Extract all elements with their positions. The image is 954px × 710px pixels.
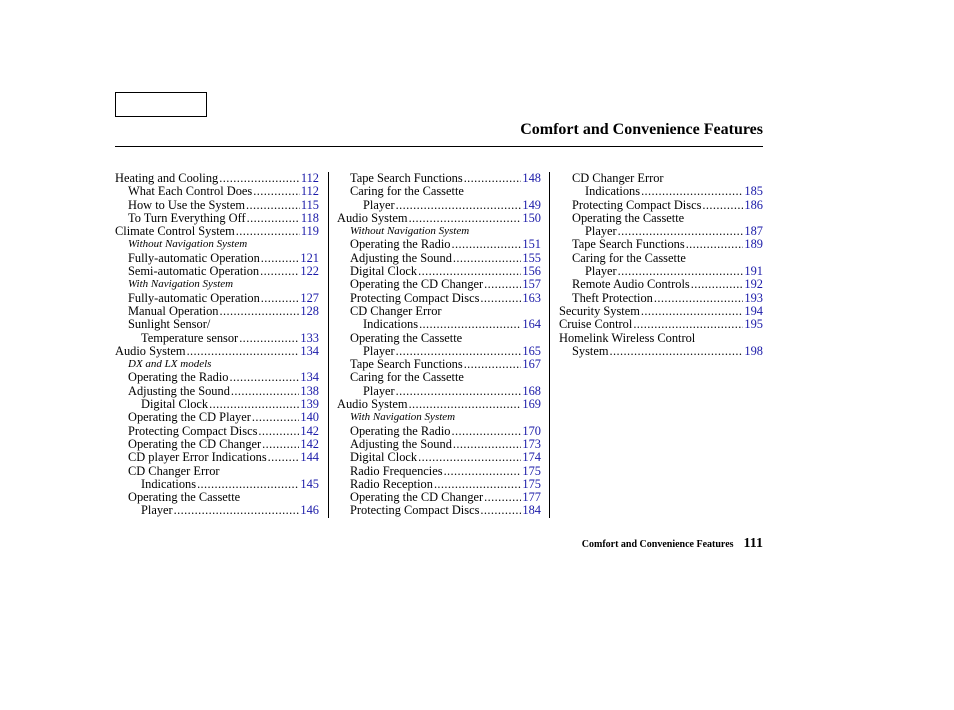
toc-page-link[interactable]: 148 bbox=[522, 172, 541, 185]
toc-entry-label: DX and LX models bbox=[128, 358, 212, 371]
dot-leader bbox=[418, 265, 521, 278]
toc-page-link[interactable]: 187 bbox=[744, 225, 763, 239]
dot-leader bbox=[618, 225, 744, 238]
toc-entry[interactable] bbox=[337, 292, 541, 305]
column-divider bbox=[549, 172, 550, 518]
toc-entry-label: Player bbox=[585, 265, 617, 279]
toc-entry[interactable] bbox=[115, 438, 319, 451]
dot-leader bbox=[464, 358, 522, 371]
toc-page-link[interactable]: 142 bbox=[300, 424, 319, 438]
toc-entry-label: System bbox=[572, 344, 609, 358]
toc-entry-label: Without Navigation System bbox=[350, 225, 470, 238]
toc-entry-label: Fully-automatic Operation bbox=[128, 291, 260, 305]
toc-page-link[interactable]: 169 bbox=[522, 398, 541, 412]
toc-page-link[interactable]: 191 bbox=[744, 265, 763, 279]
toc-entry[interactable] bbox=[337, 451, 541, 464]
dot-leader bbox=[702, 199, 743, 212]
toc-entry-label: Adjusting the Sound bbox=[350, 437, 452, 451]
toc-page-link[interactable]: 155 bbox=[522, 251, 541, 265]
toc-entry-label: Digital Clock bbox=[350, 265, 418, 279]
toc-entry-label: Sunlight Sensor/ bbox=[128, 318, 211, 332]
toc-entry[interactable] bbox=[559, 318, 763, 331]
toc-entry-label: Manual Operation bbox=[128, 304, 219, 318]
toc-page-link[interactable]: 128 bbox=[300, 304, 319, 318]
toc-page-link[interactable]: 192 bbox=[744, 278, 763, 292]
toc-page-link[interactable]: 134 bbox=[300, 344, 319, 358]
dot-leader bbox=[484, 278, 521, 291]
toc-page-link[interactable]: 175 bbox=[522, 464, 541, 478]
toc-entry[interactable] bbox=[337, 398, 541, 411]
toc-page-link[interactable]: 151 bbox=[522, 238, 541, 252]
toc-entry[interactable] bbox=[337, 199, 541, 212]
toc-entry[interactable] bbox=[337, 478, 541, 491]
dot-leader bbox=[451, 238, 521, 251]
toc-entry-label: To Turn Everything Off bbox=[128, 211, 246, 225]
toc-page-link[interactable]: 167 bbox=[522, 358, 541, 372]
dot-leader bbox=[480, 292, 521, 305]
toc-entry[interactable] bbox=[115, 478, 319, 491]
toc-entry-label: Tape Search Functions bbox=[572, 238, 685, 252]
toc-entry-label: CD Changer Error bbox=[572, 172, 664, 185]
dot-leader bbox=[641, 305, 744, 318]
toc-entry-label: Operating the CD Player bbox=[128, 411, 251, 425]
toc-entry-label: Radio Reception bbox=[350, 477, 433, 491]
toc-entry-label: Operating the Cassette bbox=[350, 331, 463, 345]
toc-entry-label: Homelink Wireless Control bbox=[559, 331, 696, 345]
toc-entry-label: Audio System bbox=[337, 398, 408, 412]
dot-leader bbox=[434, 478, 521, 491]
toc-entry[interactable] bbox=[115, 345, 319, 358]
toc-entry-label: CD Changer Error bbox=[128, 464, 220, 478]
dot-leader bbox=[654, 292, 744, 305]
column-divider bbox=[328, 172, 329, 518]
header-tab-box bbox=[115, 92, 207, 117]
toc-page-link[interactable]: 115 bbox=[300, 198, 319, 212]
toc-entry-label: Tape Search Functions bbox=[350, 172, 463, 185]
toc-entry-label: Protecting Compact Discs bbox=[572, 198, 702, 212]
toc-entry-label: Without Navigation System bbox=[128, 238, 248, 251]
toc-entry-label: Player bbox=[363, 198, 395, 212]
toc-entry-label: Theft Protection bbox=[572, 291, 653, 305]
toc-entry-label: Indications bbox=[585, 185, 641, 199]
toc-entry[interactable] bbox=[559, 238, 763, 251]
toc-page-link[interactable]: 145 bbox=[300, 477, 319, 491]
toc-page-link[interactable]: 149 bbox=[522, 198, 541, 212]
toc-entry[interactable] bbox=[115, 199, 319, 212]
toc-entry-label: Protecting Compact Discs bbox=[128, 424, 258, 438]
toc-entry[interactable] bbox=[337, 491, 541, 504]
toc-page-link[interactable]: 184 bbox=[522, 504, 541, 518]
toc-entry[interactable] bbox=[559, 345, 763, 358]
footer-section-label: Comfort and Convenience Features bbox=[581, 539, 734, 550]
toc-entry[interactable] bbox=[115, 504, 319, 517]
toc-subheading bbox=[337, 411, 541, 424]
toc-entry-label: Operating the Cassette bbox=[128, 491, 241, 505]
toc-entry[interactable] bbox=[115, 185, 319, 198]
toc-page-link[interactable]: 198 bbox=[744, 344, 763, 358]
toc-entry bbox=[337, 371, 541, 384]
toc-page-link[interactable]: 112 bbox=[300, 185, 319, 199]
dot-leader bbox=[451, 425, 521, 438]
toc-page-link[interactable]: 165 bbox=[522, 344, 541, 358]
toc-page-link[interactable]: 173 bbox=[522, 437, 541, 451]
dot-leader bbox=[686, 238, 744, 251]
toc-entry[interactable] bbox=[115, 225, 319, 238]
toc-entry[interactable] bbox=[115, 425, 319, 438]
toc-entry[interactable] bbox=[337, 425, 541, 438]
toc-entry-label: Semi-automatic Operation bbox=[128, 265, 260, 279]
toc-entry[interactable] bbox=[559, 225, 763, 238]
toc-entry-label: Player bbox=[363, 344, 395, 358]
toc-entry[interactable] bbox=[337, 212, 541, 225]
toc-page-link[interactable]: 138 bbox=[300, 384, 319, 398]
toc-entry-label: Player bbox=[363, 384, 395, 398]
toc-page-link[interactable]: 174 bbox=[522, 451, 541, 465]
toc-page-link[interactable]: 175 bbox=[522, 477, 541, 491]
toc-page-link[interactable]: 163 bbox=[522, 291, 541, 305]
dot-leader bbox=[262, 438, 299, 451]
toc-entry-label: Indications bbox=[363, 318, 419, 332]
toc-page-link[interactable]: 157 bbox=[522, 278, 541, 292]
toc-subheading bbox=[115, 358, 319, 371]
toc-entry[interactable] bbox=[559, 278, 763, 291]
toc-entry[interactable] bbox=[115, 332, 319, 345]
toc-entry[interactable] bbox=[115, 305, 319, 318]
dot-leader bbox=[261, 292, 300, 305]
dot-leader bbox=[253, 185, 300, 198]
toc-entry[interactable] bbox=[337, 504, 541, 517]
toc-entry-label: Radio Frequencies bbox=[350, 464, 443, 478]
toc-entry[interactable] bbox=[559, 305, 763, 318]
toc-entry-label: Operating the CD Changer bbox=[350, 491, 484, 505]
toc-entry-label: Caring for the Cassette bbox=[350, 185, 464, 199]
dot-leader bbox=[220, 305, 300, 318]
toc-entry[interactable] bbox=[559, 199, 763, 212]
toc-entry-label: Cruise Control bbox=[559, 318, 633, 332]
toc-entry-label: Climate Control System bbox=[115, 225, 235, 239]
toc-page-link[interactable]: 189 bbox=[744, 238, 763, 252]
toc-column-2 bbox=[337, 172, 541, 518]
toc-page-link[interactable]: 170 bbox=[522, 424, 541, 438]
dot-leader bbox=[480, 504, 521, 517]
toc-entry-label: Protecting Compact Discs bbox=[350, 291, 480, 305]
toc-entry-label: Indications bbox=[141, 477, 197, 491]
dot-leader bbox=[396, 345, 522, 358]
toc-entry-label: How to Use the System bbox=[128, 198, 246, 212]
toc-entry[interactable] bbox=[337, 358, 541, 371]
toc-entry-label: Security System bbox=[559, 304, 640, 318]
toc-entry-label: Caring for the Cassette bbox=[572, 251, 686, 265]
toc-entry[interactable] bbox=[115, 385, 319, 398]
dot-leader bbox=[247, 212, 300, 225]
toc-column-3 bbox=[559, 172, 763, 358]
toc-entry[interactable] bbox=[337, 265, 541, 278]
toc-entry-label: Adjusting the Sound bbox=[128, 384, 230, 398]
dot-leader bbox=[396, 199, 522, 212]
dot-leader bbox=[610, 345, 744, 358]
dot-leader bbox=[419, 318, 521, 331]
toc-page-link[interactable]: 164 bbox=[522, 318, 541, 332]
toc-entry[interactable] bbox=[115, 411, 319, 424]
dot-leader bbox=[252, 411, 300, 424]
dot-leader bbox=[618, 265, 744, 278]
dot-leader bbox=[418, 451, 521, 464]
toc-entry-label: What Each Control Does bbox=[128, 185, 253, 199]
toc-entry[interactable] bbox=[115, 265, 319, 278]
toc-page-link[interactable]: 150 bbox=[522, 211, 541, 225]
toc-entry-label: Digital Clock bbox=[350, 451, 418, 465]
dot-leader bbox=[246, 199, 300, 212]
toc-page-link[interactable]: 168 bbox=[522, 384, 541, 398]
toc-entry[interactable] bbox=[337, 278, 541, 291]
toc-page-link[interactable]: 121 bbox=[300, 251, 319, 265]
dot-leader bbox=[239, 332, 299, 345]
toc-page-link[interactable]: 122 bbox=[300, 265, 319, 279]
toc-entry bbox=[559, 172, 763, 185]
dot-leader bbox=[268, 451, 300, 464]
toc-entry[interactable] bbox=[337, 465, 541, 478]
toc-subheading bbox=[337, 225, 541, 238]
toc-column-1 bbox=[115, 172, 319, 518]
toc-subheading bbox=[115, 238, 319, 251]
dot-leader bbox=[187, 345, 300, 358]
toc-subheading bbox=[115, 278, 319, 291]
toc-entry bbox=[559, 252, 763, 265]
dot-leader bbox=[691, 278, 744, 291]
dot-leader bbox=[641, 185, 743, 198]
toc-entry[interactable] bbox=[337, 172, 541, 185]
toc-page-link[interactable]: 185 bbox=[744, 185, 763, 199]
toc-entry[interactable] bbox=[559, 265, 763, 278]
toc-entry[interactable] bbox=[115, 398, 319, 411]
toc-entry[interactable] bbox=[559, 292, 763, 305]
toc-entry bbox=[337, 305, 541, 318]
dot-leader bbox=[453, 252, 522, 265]
dot-leader bbox=[484, 491, 521, 504]
dot-leader bbox=[409, 398, 522, 411]
toc-entry-label: Player bbox=[141, 504, 173, 518]
toc-page-link[interactable]: 156 bbox=[522, 265, 541, 279]
toc-page-link[interactable]: 119 bbox=[300, 225, 319, 239]
toc-entry-label: Caring for the Cassette bbox=[350, 371, 464, 385]
toc-entry[interactable] bbox=[115, 212, 319, 225]
toc-page-link[interactable]: 112 bbox=[300, 172, 319, 185]
toc-page-link[interactable]: 144 bbox=[300, 451, 319, 465]
toc-page-link[interactable]: 139 bbox=[300, 398, 319, 412]
dot-leader bbox=[197, 478, 299, 491]
toc-page-link[interactable]: 177 bbox=[522, 491, 541, 505]
toc-entry[interactable] bbox=[115, 172, 319, 185]
toc-entry[interactable] bbox=[115, 252, 319, 265]
toc-page-link[interactable]: 194 bbox=[744, 304, 763, 318]
toc-entry-label: Operating the Radio bbox=[350, 238, 451, 252]
dot-leader bbox=[409, 212, 522, 225]
toc-entry-label: Protecting Compact Discs bbox=[350, 504, 480, 518]
toc-entry bbox=[559, 212, 763, 225]
title-rule bbox=[115, 146, 763, 147]
dot-leader bbox=[260, 265, 299, 278]
toc-entry[interactable] bbox=[115, 371, 319, 384]
toc-entry bbox=[115, 318, 319, 331]
dot-leader bbox=[444, 465, 522, 478]
dot-leader bbox=[209, 398, 299, 411]
dot-leader bbox=[174, 504, 300, 517]
toc-entry-label: Player bbox=[585, 225, 617, 239]
toc-entry bbox=[337, 332, 541, 345]
dot-leader bbox=[219, 172, 300, 185]
toc-entry-label: With Navigation System bbox=[128, 278, 234, 291]
toc-entry-label: Operating the CD Changer bbox=[128, 437, 262, 451]
dot-leader bbox=[231, 385, 300, 398]
toc-page-link[interactable]: 140 bbox=[300, 411, 319, 425]
toc-entry-label: Heating and Cooling bbox=[115, 172, 219, 185]
dot-leader bbox=[258, 425, 299, 438]
toc-entry-label: With Navigation System bbox=[350, 411, 456, 424]
toc-page-link[interactable]: 142 bbox=[300, 437, 319, 451]
toc-entry-label: Adjusting the Sound bbox=[350, 251, 452, 265]
toc-entry[interactable] bbox=[337, 438, 541, 451]
toc-page-link[interactable]: 186 bbox=[744, 198, 763, 212]
toc-entry[interactable] bbox=[337, 238, 541, 251]
dot-leader bbox=[396, 385, 522, 398]
toc-page-link[interactable]: 127 bbox=[300, 291, 319, 305]
toc-entry-label: Tape Search Functions bbox=[350, 358, 463, 372]
toc-entry[interactable] bbox=[337, 345, 541, 358]
toc-entry-label: Audio System bbox=[337, 211, 408, 225]
toc-entry[interactable] bbox=[115, 292, 319, 305]
toc-entry bbox=[115, 491, 319, 504]
dot-leader bbox=[229, 371, 299, 384]
toc-entry-label: CD Changer Error bbox=[350, 304, 442, 318]
toc-page-link[interactable]: 118 bbox=[300, 211, 319, 225]
dot-leader bbox=[236, 225, 300, 238]
page-number: 111 bbox=[743, 536, 763, 551]
toc-entry-label: Temperature sensor bbox=[141, 331, 239, 345]
dot-leader bbox=[464, 172, 522, 185]
toc-entry-label: Digital Clock bbox=[141, 398, 209, 412]
page-footer bbox=[582, 536, 763, 552]
toc-page-link[interactable]: 134 bbox=[300, 371, 319, 385]
toc-page-link[interactable]: 146 bbox=[300, 504, 319, 518]
dot-leader bbox=[633, 318, 743, 331]
toc-entry bbox=[559, 332, 763, 345]
toc-entry-label: Operating the CD Changer bbox=[350, 278, 484, 292]
page-title: Comfort and Convenience Features bbox=[520, 121, 763, 138]
toc-entry bbox=[337, 185, 541, 198]
toc-entry-label: CD player Error Indications bbox=[128, 451, 267, 465]
dot-leader bbox=[453, 438, 522, 451]
toc-page-link[interactable]: 193 bbox=[744, 291, 763, 305]
toc-entry[interactable] bbox=[337, 318, 541, 331]
toc-entry[interactable] bbox=[115, 451, 319, 464]
toc-entry bbox=[115, 465, 319, 478]
toc-entry-label: Operating the Cassette bbox=[572, 211, 685, 225]
toc-entry[interactable] bbox=[559, 185, 763, 198]
dot-leader bbox=[261, 252, 300, 265]
toc-entry-label: Operating the Radio bbox=[350, 424, 451, 438]
toc-entry-label: Fully-automatic Operation bbox=[128, 251, 260, 265]
toc-entry-label: Operating the Radio bbox=[128, 371, 229, 385]
toc-entry[interactable] bbox=[337, 385, 541, 398]
toc-entry-label: Audio System bbox=[115, 344, 186, 358]
toc-entry-label: Remote Audio Controls bbox=[572, 278, 690, 292]
toc-entry[interactable] bbox=[337, 252, 541, 265]
toc-page-link[interactable]: 195 bbox=[744, 318, 763, 332]
toc-page-link[interactable]: 133 bbox=[300, 331, 319, 345]
